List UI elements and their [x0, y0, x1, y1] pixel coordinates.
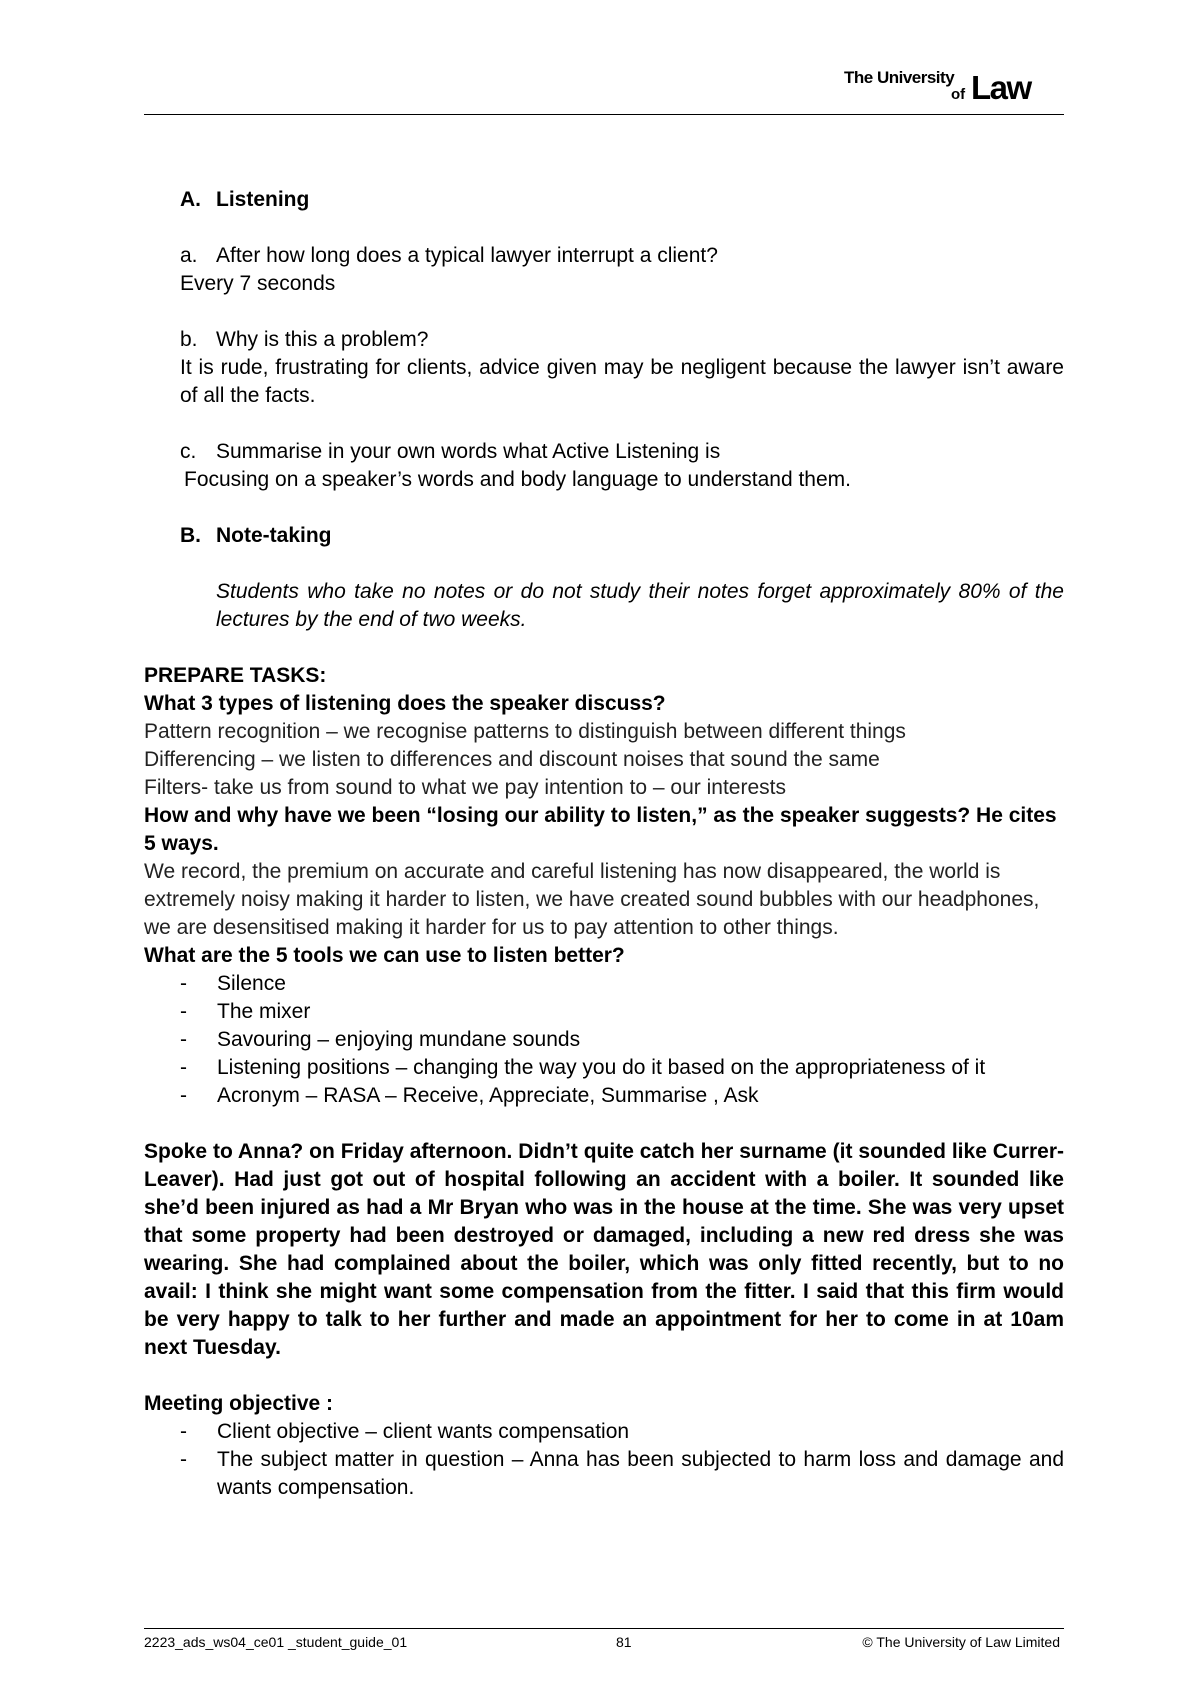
list-item: - Savouring – enjoying mundane sounds — [180, 1026, 1064, 1054]
client-call-note: Spoke to Anna? on Friday afternoon. Didn’t quite catch her surname (it sounded like Currer-Leaver). Had just got out of hospital following an accident with a boiler. It sounded like she’d been injured as had a Mr Bryan who was in the house at the time. She was very upset that some property had been destroyed or damaged, including a new red dress she was wearing. She had complained about the boiler, which was only fitted recently, but to no avail: I think she might want some compensation from the fitter. I said that this firm would be very happy to talk to her further and made an appointment for her to come in at 10am next Tuesday. — [144, 1140, 1064, 1359]
prepare-answer-1-line: Differencing – we listen to differences and discount noises that sound the same — [144, 748, 880, 771]
question-b: b. Why is this a problem? — [180, 328, 429, 351]
list-item: - Listening positions – changing the way you do it based on the appropriateness of it — [180, 1054, 1064, 1082]
list-item: - Silence — [180, 970, 1064, 998]
prepare-heading: PREPARE TASKS: — [144, 664, 327, 687]
prepare-question-2: How and why have we been “losing our ability to listen,” as the speaker suggests? He cites 5 ways. — [144, 804, 1057, 855]
answer-b: It is rude, frustrating for clients, advice given may be negligent because the lawyer isn’t aware of all the facts. — [180, 356, 1064, 407]
section-note-taking — [144, 522, 1064, 662]
question-c: c. Summarise in your own words what Active Listening is — [180, 440, 721, 463]
logo-text-university: The University — [844, 68, 955, 87]
meeting-objective-heading: Meeting objective : — [144, 1392, 334, 1415]
answer-a: Every 7 seconds — [180, 272, 336, 295]
logo-text-of: of — [951, 86, 966, 103]
section-b-heading: B. Note-taking — [180, 524, 332, 547]
page-number: 81 — [616, 1634, 632, 1650]
footer-divider — [144, 1628, 1064, 1629]
main-content — [144, 186, 1064, 1502]
list-item: - The mixer — [180, 998, 1064, 1026]
section-listening — [144, 186, 1064, 522]
prepare-tasks — [144, 662, 1064, 1138]
footer-copyright: © The University of Law Limited — [862, 1634, 1060, 1650]
answer-c: Focusing on a speaker’s words and body language to understand them. — [184, 468, 851, 491]
list-item: - Acronym – RASA – Receive, Appreciate, Summarise , Ask — [180, 1082, 1064, 1110]
prepare-question-1: What 3 types of listening does the speaker discuss? — [144, 692, 666, 715]
meeting-objective-list — [144, 1418, 1064, 1502]
list-item: - The subject matter in question – Anna has been subjected to harm loss and damage and wants compensation. — [180, 1446, 1064, 1502]
university-logo — [844, 68, 1064, 108]
listening-tools-list — [144, 970, 1064, 1110]
meeting-objective — [144, 1390, 1064, 1502]
note-taking-quote: Students who take no notes or do not study their notes forget approximately 80% of the lectures by the end of two weeks. — [216, 580, 1064, 631]
question-a: a. After how long does a typical lawyer interrupt a client? — [180, 244, 718, 267]
section-a-heading: A. Listening — [180, 188, 310, 211]
footer-document-code: 2223_ads_ws04_ce01 _student_guide_01 — [144, 1634, 408, 1650]
page-footer — [144, 1634, 1064, 1654]
logo-text-law: Law — [971, 69, 1031, 106]
prepare-answer-2: We record, the premium on accurate and careful listening has now disappeared, the world is extremely noisy making it harder to listen, we have created sound bubbles with our headphones, we are desensitised making it harder for us to pay attention to other things. — [144, 860, 1040, 939]
prepare-answer-1-line: Filters- take us from sound to what we pay intention to – our interests — [144, 776, 786, 799]
header-divider — [144, 114, 1064, 115]
prepare-question-3: What are the 5 tools we can use to listen better? — [144, 944, 625, 967]
prepare-answer-1-line: Pattern recognition – we recognise patterns to distinguish between different things — [144, 720, 906, 743]
list-item: - Client objective – client wants compensation — [180, 1418, 1064, 1446]
